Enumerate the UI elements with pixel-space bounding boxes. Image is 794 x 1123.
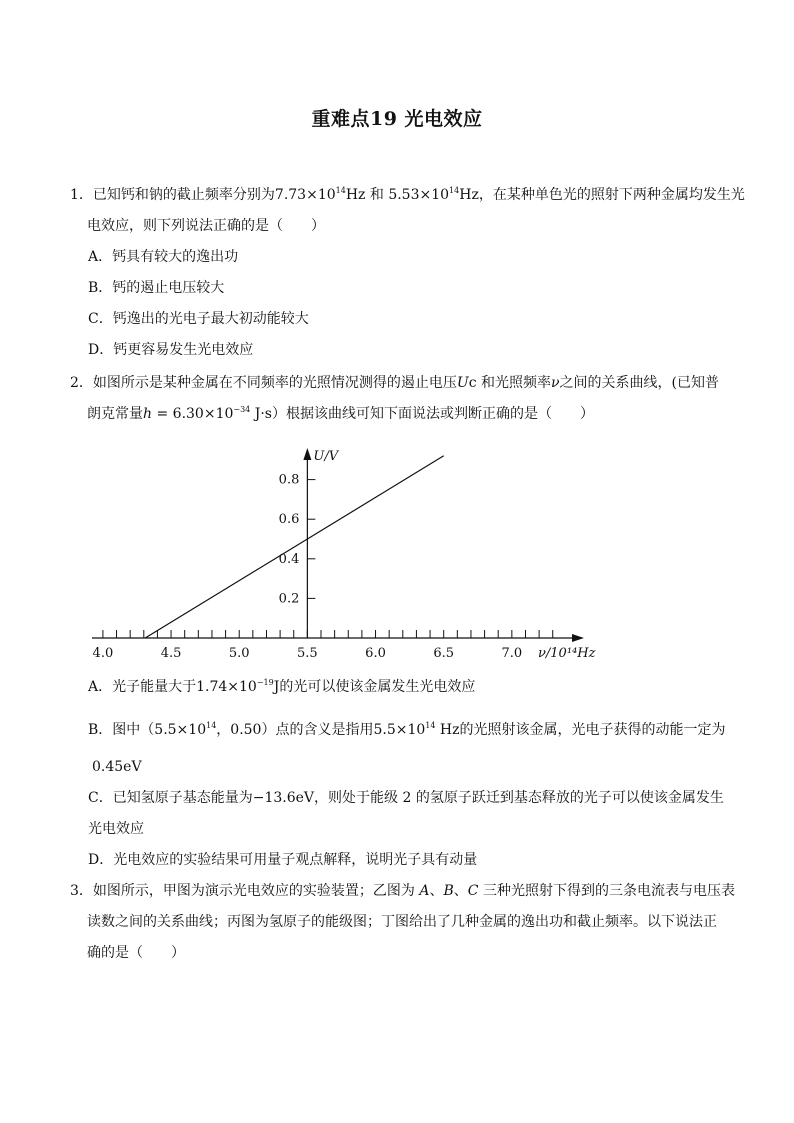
x-axis-arrow bbox=[572, 634, 584, 642]
question-2-option-a bbox=[88, 677, 475, 697]
q3-sep-2: 、 bbox=[453, 883, 468, 899]
question-1-stem-line-1 bbox=[70, 180, 745, 211]
q2-h-value: = 6.30×10 bbox=[152, 406, 234, 422]
question-2-stem-line-1 bbox=[70, 368, 730, 399]
question-1-stem-line-2: 电效应，则下列说法正确的是（ ） bbox=[87, 218, 325, 234]
q1-text-a: 已知钙和钠的截止频率分别为 bbox=[92, 187, 275, 203]
q2-opt-b-exp-1: 14 bbox=[206, 721, 217, 730]
question-3-stem-line-3: 确的是（ ） bbox=[87, 945, 185, 961]
question-2-option-c: C．已知氢原子基态能量为−13.6eV，则处于能级 2 的氢原子跃迁到基态释放的光子可以使该金属发生 bbox=[88, 790, 724, 806]
q2-opt-a-value: 1.74×10 bbox=[196, 679, 257, 695]
q3-label-b: B bbox=[443, 883, 454, 899]
question-1-number: 1． bbox=[70, 187, 93, 203]
q2-uc-sub: c bbox=[468, 375, 477, 391]
q3-label-a: A bbox=[419, 883, 430, 899]
x-tick-label: 5.0 bbox=[228, 646, 250, 661]
q2-opt-a-text-a: A．光子能量大于 bbox=[88, 679, 197, 695]
question-3-stem-line-1 bbox=[70, 876, 735, 907]
question-3-number: 3． bbox=[70, 883, 93, 899]
q1-unit-1: Hz 和 bbox=[345, 187, 389, 203]
question-2-option-b-continued: 0.45eV bbox=[92, 759, 142, 775]
q3-label-c: C bbox=[467, 883, 479, 899]
q2-text-c: 之间的关系曲线，(已知普 bbox=[559, 375, 720, 391]
y-tick-label: 0.4 bbox=[278, 551, 300, 567]
chart-ticks bbox=[103, 480, 553, 638]
y-tick-label: 0.8 bbox=[278, 472, 300, 488]
question-2 bbox=[70, 368, 730, 430]
question-2-option-c-continued: 光电效应 bbox=[88, 821, 144, 837]
q2-opt-b-text-c: Hz的光照射该金属，光电子获得的动能一定为 bbox=[435, 722, 726, 738]
q2-opt-b-exp-2: 14 bbox=[425, 721, 436, 730]
y-axis-arrow bbox=[303, 448, 311, 460]
q2-opt-a-exp: −19 bbox=[256, 678, 274, 687]
q2-opt-b-value: 5.5×10 bbox=[373, 722, 426, 738]
q2-opt-b-text-b: ，0.50）点的含义是指用 bbox=[216, 722, 374, 738]
x-tick-label: 6.0 bbox=[365, 646, 386, 661]
question-2-option-b bbox=[88, 720, 726, 740]
q1-value-1: 7.73×10 bbox=[274, 187, 336, 203]
question-3-stem-line-2: 读数之间的关系曲线；丙图为氢原子的能级图；丁图给出了几种金属的逸出功和截止频率。以下说法正 bbox=[87, 914, 717, 930]
stopping-voltage-chart bbox=[80, 436, 610, 668]
q2-text-e: J·s）根据该曲线可知下面说法或判断正确的是（ ） bbox=[250, 406, 594, 422]
y-tick-label: 0.6 bbox=[278, 512, 300, 528]
chart-tick-labels bbox=[93, 449, 596, 661]
question-1-option-d: D．钙更容易发生光电效应 bbox=[88, 342, 254, 358]
question-2-stem-line-2 bbox=[70, 399, 730, 430]
question-1 bbox=[70, 180, 745, 242]
q2-h-exp: −34 bbox=[233, 405, 251, 414]
y-tick-label: 0.2 bbox=[278, 591, 300, 607]
q2-h-symbol: h bbox=[143, 406, 153, 422]
q3-sep-1: 、 bbox=[429, 883, 444, 899]
q2-opt-b-text-a: B．图中（5.5×10 bbox=[88, 722, 207, 738]
question-3 bbox=[70, 876, 735, 969]
q2-nu-symbol: ν bbox=[551, 375, 560, 391]
q3-text-b: 三种光照射下得到的三条电流表与电压表 bbox=[478, 883, 735, 899]
q1-text-b: Hz，在某种单色光的照射下两种金属均发生光 bbox=[459, 187, 745, 203]
question-2-option-d: D．光电效应的实验结果可用量子观点解释，说明光子具有动量 bbox=[88, 852, 478, 868]
q1-value-2: 5.53×10 bbox=[388, 187, 450, 203]
question-1-option-a: A．钙具有较大的逸出功 bbox=[88, 249, 239, 265]
q2-opt-a-text-b: J的光可以使该金属发生光电效应 bbox=[273, 679, 476, 695]
question-1-option-c: C．钙逸出的光电子最大初动能较大 bbox=[88, 311, 309, 327]
x-tick-label: 4.5 bbox=[160, 646, 182, 661]
x-tick-label: 4.0 bbox=[92, 646, 114, 661]
x-axis-label: ν/10¹⁴Hz bbox=[538, 646, 596, 661]
question-2-number: 2． bbox=[70, 375, 93, 391]
q1-exp-1: 14 bbox=[335, 186, 346, 195]
q2-uc-symbol: U bbox=[456, 375, 469, 391]
x-tick-label: 6.5 bbox=[433, 646, 455, 661]
page-title: 重难点19 光电效应 bbox=[311, 108, 483, 130]
question-1-option-b: B．钙的遏止电压较大 bbox=[88, 280, 225, 296]
q2-text-b: 和光照频率 bbox=[481, 375, 552, 391]
x-tick-label: 5.5 bbox=[297, 646, 318, 661]
q1-exp-2: 14 bbox=[449, 186, 460, 195]
q2-text-d: 朗克常量 bbox=[87, 406, 143, 422]
x-tick-label: 7.0 bbox=[501, 646, 523, 661]
y-axis-label: U/V bbox=[313, 449, 339, 464]
chart-axes bbox=[92, 448, 584, 642]
q2-text-a: 如图所示是某种金属在不同频率的光照情况测得的遏止电压 bbox=[92, 375, 457, 391]
q3-text-a: 如图所示，甲图为演示光电效应的实验装置；乙图为 bbox=[92, 883, 420, 899]
